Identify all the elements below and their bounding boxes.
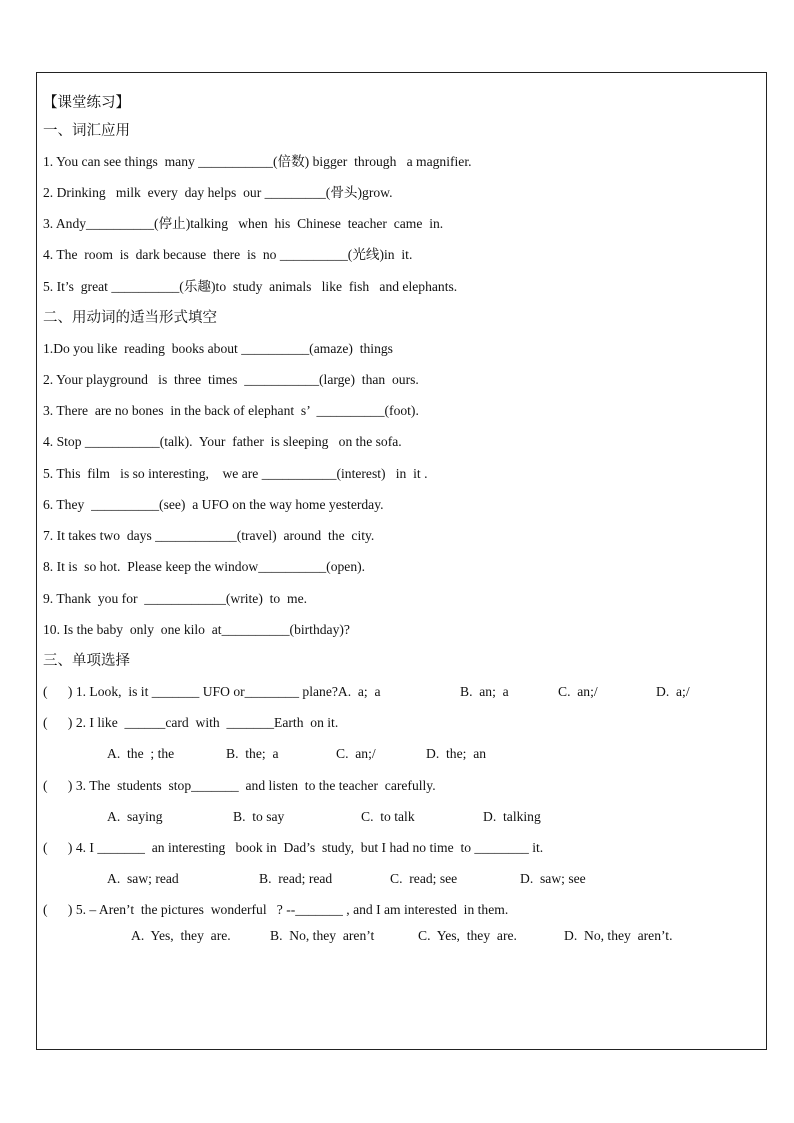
vocab-item-2: 2. Drinking milk every day helps our _________(骨头)grow. (43, 185, 393, 200)
mc-question-3-option-c: C. to talk (361, 809, 415, 824)
mc-question-5-option-b: B. No, they aren’t (270, 928, 375, 943)
mc-question-4-option-b: B. read; read (259, 871, 333, 886)
mc-question-4-option-a: A. saw; read (107, 871, 179, 886)
mc-question-1-option-c: C. an;/ (558, 684, 598, 699)
mc-question-2-option-c: C. an;/ (336, 746, 376, 761)
mc-question-1-option-b: B. an; a (460, 684, 509, 699)
vocab-item-4: 4. The room is dark because there is no __________(光线)in it. (43, 247, 413, 262)
mc-question-2: ( ) 2. I like ______card with _______Earth on it. (43, 715, 339, 730)
mc-question-3: ( ) 3. The students stop_______ and listen to the teacher carefully. (43, 778, 436, 793)
verb-item-2: 2. Your playground is three times ___________(large) than ours. (43, 372, 419, 387)
mc-question-5-option-a: A. Yes, they are. (131, 928, 231, 943)
verb-item-4: 4. Stop ___________(talk). Your father is sleeping on the sofa. (43, 434, 402, 449)
verb-item-3: 3. There are no bones in the back of elephant s’ __________(foot). (43, 403, 419, 418)
mc-question-3-option-d: D. talking (483, 809, 541, 824)
verb-item-1: 1.Do you like reading books about __________(amaze) things (43, 341, 393, 356)
mc-question-1: ( ) 1. Look, is it _______ UFO or________ plane?A. a; a (43, 684, 381, 699)
mc-question-5-option-d: D. No, they aren’t. (564, 928, 673, 943)
mc-question-4: ( ) 4. I _______ an interesting book in Dad’s study, but I had no time to ________ it. (43, 840, 544, 855)
verb-item-8: 8. It is so hot. Please keep the window__________(open). (43, 559, 366, 574)
verb-item-6: 6. They __________(see) a UFO on the way home yesterday. (43, 497, 384, 512)
mc-question-4-option-d: D. saw; see (520, 871, 586, 886)
mc-question-2-option-d: D. the; an (426, 746, 487, 761)
mc-question-3-option-a: A. saying (107, 809, 163, 824)
verb-item-10: 10. Is the baby only one kilo at__________(birthday)? (43, 622, 350, 637)
section-title: 【课堂练习】 (43, 95, 130, 111)
verb-item-5: 5. This film is so interesting, we are ___________(interest) in it . (43, 466, 428, 481)
section-3-heading: 三、单项选择 (43, 653, 130, 669)
section-2-heading: 二、用动词的适当形式填空 (43, 310, 217, 326)
vocab-item-3: 3. Andy__________(停止)talking when his Chinese teacher came in. (43, 216, 444, 231)
vocab-item-5: 5. It’s great __________(乐趣)to study animals like fish and elephants. (43, 279, 458, 294)
verb-item-7: 7. It takes two days ____________(travel) around the city. (43, 528, 375, 543)
verb-item-9: 9. Thank you for ____________(write) to me. (43, 591, 308, 606)
mc-question-2-option-a: A. the ; the (107, 746, 175, 761)
vocab-item-1: 1. You can see things many ___________(倍数) bigger through a magnifier. (43, 154, 472, 169)
mc-question-5: ( ) 5. – Aren’t the pictures wonderful ? --_______ , and I am interested in them. (43, 902, 509, 917)
mc-question-1-option-d: D. a;/ (656, 684, 690, 699)
mc-question-4-option-c: C. read; see (390, 871, 458, 886)
mc-question-5-option-c: C. Yes, they are. (418, 928, 517, 943)
section-1-heading: 一、词汇应用 (43, 123, 130, 139)
mc-question-3-option-b: B. to say (233, 809, 285, 824)
mc-question-2-option-b: B. the; a (226, 746, 279, 761)
